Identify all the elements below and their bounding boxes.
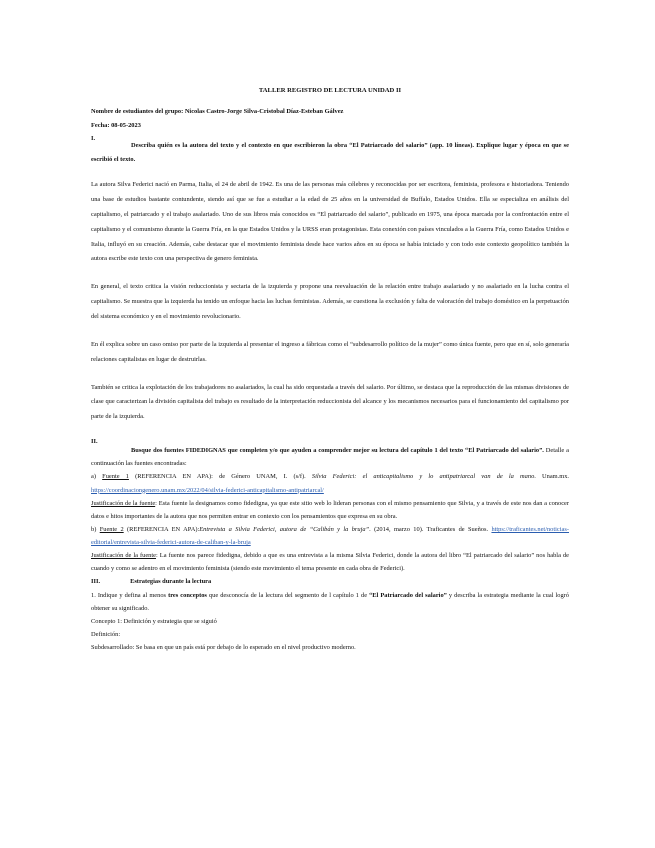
source-1-title: Silvia Federici: el anticapitalismo y lo antipatriarcal van de la mano: [311, 473, 535, 481]
group-names: Nicolas Castro-Jorge Silva-Cristobal Díaz-Esteban Gálvez: [184, 107, 344, 115]
section-3-heading: Estrategias durante la lectura: [130, 578, 212, 586]
source-1: [91, 470, 569, 496]
source-2-label: Fuente 2: [99, 525, 124, 533]
concept-1: Concepto 1: Definición y estrategia que se siguió: [91, 617, 217, 625]
section-3-number: III.: [91, 578, 101, 586]
q1-start: 1. Indique y defina al menos: [91, 591, 169, 599]
document-title: TALLER REGISTRO DE LECTURA UNIDAD II: [258, 87, 402, 94]
source-1-justification: [91, 497, 569, 523]
document-content: [91, 80, 569, 654]
section-2: [91, 438, 569, 575]
group-names-line: [91, 107, 569, 116]
source-1-justification-label: Justificación de la fuente: [91, 499, 156, 507]
source-1-justification-text: : Esta fuente la designamos como fidedigna, ya que este sitio web lo lideran personas con el mismo pensamiento que Silvia, y a través de este nos dan a conocer datos e hitos importantes de la autora que nos permiten entrar en contexto con los pensamientos que expresa en su obra.: [91, 499, 569, 520]
source-2-justification-text: : La fuente nos parece fidedigna, debido a que es una entrevista a la misma Silvia Federici, donde la autora del libro “El patriarcado del salario” nos habla de cuando y como se adentro en el movimiento feminista (siendo este movimiento el tema presente en cada obra de Federici).: [91, 552, 569, 573]
q1-end: y describa la estrategia mediante la cual logró obtener su significado.: [91, 591, 569, 612]
source-2-end: . (2014, marzo 10). Traficantes de Sueños.: [369, 525, 489, 533]
source-1-text: (REFERENCIA EN APA): de Género UNAM, I. (s/f).: [128, 473, 312, 481]
section-1-paragraph-3: En él explica sobre un caso omiso por parte de la izquierda al presentar el ingreso a fábricas como el “subdesarrollo político de la mujer” como única fuente, pero que en sí, solo generaría relaciones capitalistas en lugar de destruirlas.: [91, 340, 569, 363]
source-2-link[interactable]: https://traficantes.net/noticias-editorial/entrevista-silvia-federici-autora-de-caliban-y-la-bruja: [91, 525, 569, 547]
source-1-prefix: a): [91, 473, 103, 481]
group-label: Nombre de estudiantes del grupo:: [91, 107, 184, 115]
section-3-heading-line: [91, 575, 569, 588]
source-1-end: . Unam.mx.: [534, 473, 570, 481]
source-2-prefix: b): [91, 525, 100, 533]
date-line: [91, 121, 569, 130]
underdeveloped-definition: Subdesarrollado: Se basa en que un país está por debajo de lo esperado en el nivel productivo moderno.: [91, 644, 356, 652]
source-1-link[interactable]: https://coordinaciongenero.unam.mx/2022/04/silvia-federici-anticapitalismo-antipatriarcal/: [91, 486, 324, 494]
source-1-label: Fuente 1: [102, 473, 129, 481]
source-2-justification-label: Justificación de la fuente: [91, 552, 156, 560]
source-2-title: Entrevista a Silvia Federici, autora de “Calibán y la bruja”: [199, 525, 370, 533]
section-1-paragraph-1: La autora Silva Federici nació en Parma, Italia, el 24 de abril de 1942. Es una de las personas más célebres y reconocidas por ser escritora, feminista, profesora e historiadora. Teniendo una base de estudios bastante contundente, siendo así que se fue a estudiar a la edad de 25 años en la universidad de Buffalo, Estados Unidos. Ella se especializa en análisis del capitalismo, el patriarcado y el trabajo asalariado. Uno de sus libros más conocidos es “El patriarcado del salario”, publicado en 1975, una época marcada por la confrontación entre el capitalismo y el comunismo durante la Guerra Fría, en la que Estados Unidos y la URSS eran protagonistas. Esta conexión con países vinculados a la Guerra Fría, como Estados Unidos e Italia, influyó en su creación. Además, cabe destacar que el movimiento feminista desde hace varios años en su época se había iniciado y con todo este contexto geopolítico también la autora escribe este texto con una perspectiva de genero feminista.: [91, 181, 569, 263]
definition-label: Definición:: [91, 630, 121, 638]
section-3: [91, 575, 569, 654]
q1-mid: que desconocía de la lectura del segmento de l capítulo 1 de: [206, 591, 370, 599]
section-2-number: II.: [91, 438, 98, 446]
section-3-question-1: [91, 589, 569, 615]
source-2-justification: [91, 549, 569, 575]
section-1-paragraph-2: En general, el texto critica la visión reduccionista y sectaria de la izquierda y propone una reevaluación de la relación entre trabajo asalariado y no asalariado en la lucha contra el capitalismo. Se muestra que la izquierda ha tenido un enfoque hacia las luchas feministas. Además, se cuestiona la exclusión y falta de valoración del trabajo doméstico en la perpetuación del sistema económico y en el movimiento revolucionario.: [91, 283, 569, 320]
section-1: [91, 135, 569, 425]
section-2-question: [91, 444, 569, 470]
q1-bold: tres conceptos: [168, 591, 207, 599]
date-value: 08-05-2023: [111, 121, 141, 129]
date-label: Fecha:: [91, 121, 110, 129]
section-1-paragraph-4: También se critica la explotación de los trabajadores no asalariados, la cual ha sido orquestada a través del salario. Por último, se destaca que la reproducción de las mismas divisiones de clase que caracterizan la división capitalista del trabajo es resultado de la interpretación reduccionista del alcance y los mecanismos necesarios para el funcionamiento del capitalismo por parte de la izquierda.: [91, 383, 569, 421]
source-2-text: (REFERENCIA EN APA):: [123, 525, 200, 533]
q1-bold-2: “El Patriarcado del salario”: [369, 591, 447, 599]
section-1-number: I.: [91, 135, 96, 143]
section-2-question-bold: Busque dos fuentes FIDEDIGNAS que completen y/o que ayuden a comprender mejor su lectura del capítulo 1 del texto “El Patriarcado del salario”.: [131, 447, 544, 455]
section-2-question-rest: Detalle a continuación las fuentes encontradas:: [91, 447, 569, 468]
source-2: [91, 523, 569, 549]
section-1-question: Describa quién es la autora del texto y el contexto en que escribieron la obra “El Patriarcado del salario” (app. 10 líneas). Explique lugar y época en que se escribió el texto.: [91, 142, 569, 163]
